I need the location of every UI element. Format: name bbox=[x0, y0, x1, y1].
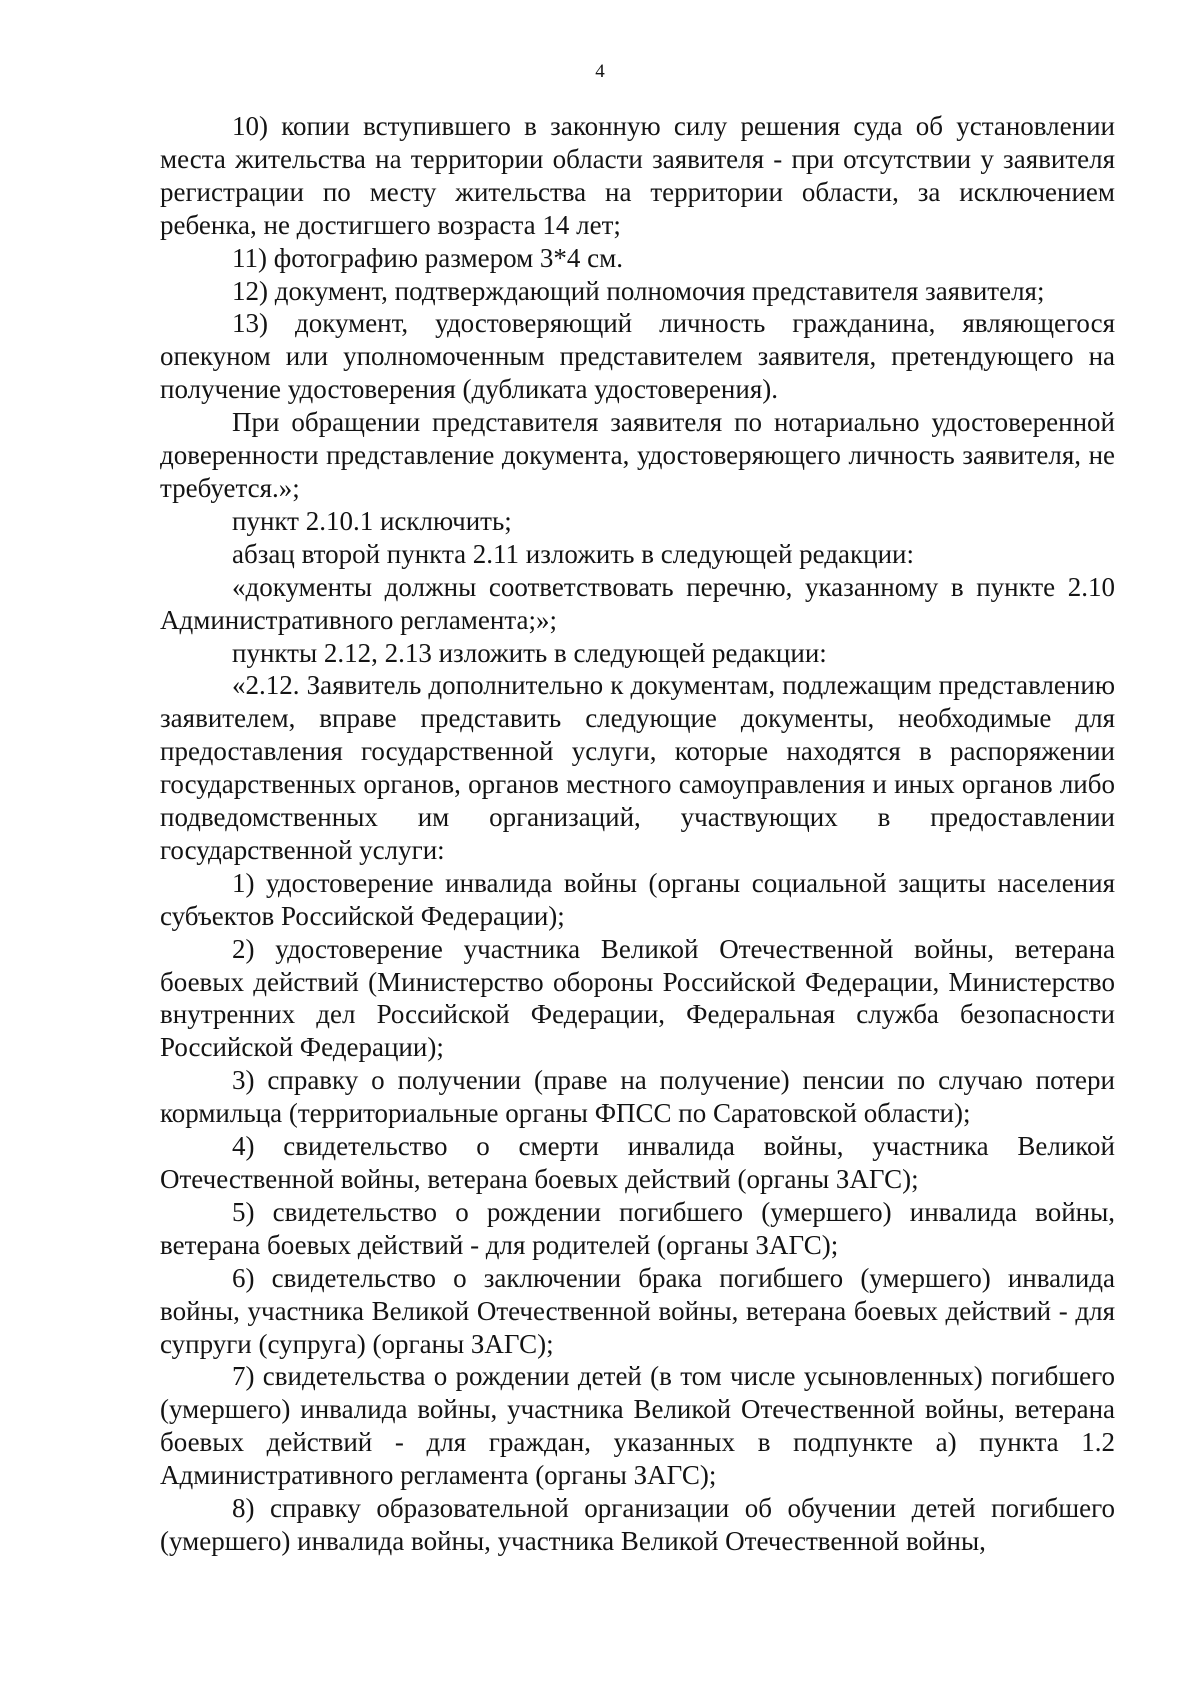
paragraph-item-11: 11) фотографию размером 3*4 см. bbox=[232, 242, 623, 273]
list-item-1: 1) удостоверение инвалида войны (органы социальной защиты населения субъектов Российской Федерации); bbox=[160, 867, 1115, 931]
paragraph-clause-2-11: абзац второй пункта 2.11 изложить в следующей редакции: bbox=[232, 538, 914, 569]
list-item-6: 6) свидетельство о заключении брака погибшего (умершего) инвалида войны, участника Великой Отечественной войны, ветерана боевых действий - для супруги (супруга) (органы ЗАГС); bbox=[160, 1262, 1115, 1359]
paragraph-item-12: 12) документ, подтверждающий полномочия представителя заявителя; bbox=[232, 275, 1045, 306]
list-item-5: 5) свидетельство о рождении погибшего (умершего) инвалида войны, ветерана боевых действий - для родителей (органы ЗАГС); bbox=[160, 1196, 1115, 1260]
list-item-7: 7) свидетельства о рождении детей (в том числе усыновленных) погибшего (умершего) инвалида войны, участника Великой Отечественной войны, ветерана боевых действий - для граждан, указанных в подпункте а) пункта 1.2 Административного регламента (органы ЗАГС); bbox=[160, 1361, 1115, 1491]
paragraph-clause-2-10-1: пункт 2.10.1 исключить; bbox=[232, 505, 512, 536]
paragraph-representative: При обращении представителя заявителя по нотариально удостоверенной доверенности представление документа, удостоверяющего личность заявителя, не требуется.»; bbox=[160, 407, 1115, 503]
page-number: 4 bbox=[595, 61, 605, 82]
paragraph-item-13: 13) документ, удостоверяющий личность гражданина, являющегося опекуном или уполномоченным представителем заявителя, претендующего на получение удостоверения (дубликата удостоверения). bbox=[160, 308, 1115, 405]
list-item-3: 3) справку о получении (праве на получение) пенсии по случаю потери кормильца (территориальные органы ФПСС по Саратовской области); bbox=[160, 1065, 1115, 1129]
paragraph-clause-2-11-text: «документы должны соответствовать перечню, указанному в пункте 2.10 Административного регламента;»; bbox=[160, 571, 1115, 635]
list-item-2: 2) удостоверение участника Великой Отечественной войны, ветерана боевых действий (Министерство обороны Российской Федерации, Министерство внутренних дел Российской Федерации, Федеральная служба безопасности Российской Федерации); bbox=[160, 933, 1115, 1063]
document-body bbox=[160, 110, 1115, 1558]
list-item-8: 8) справку образовательной организации об обучении детей погибшего (умершего) инвалида войны, участника Великой Отечественной войны, bbox=[160, 1493, 1115, 1556]
paragraph-item-10: 10) копии вступившего в законную силу решения суда об установлении места жительства на территории области заявителя - при отсутствии у заявителя регистрации по месту жительства на территории области, за исключением ребенка, не достигшего возраста 14 лет; bbox=[160, 111, 1115, 240]
list-item-4: 4) свидетельство о смерти инвалида войны, участника Великой Отечественной войны, ветерана боевых действий (органы ЗАГС); bbox=[160, 1131, 1115, 1194]
paragraph-clause-2-12: «2.12. Заявитель дополнительно к документам, подлежащим представлению заявителем, вправе представить следующие документы, необходимые для предоставления государственной услуги, которые находятся в распоряжении государственных органов, органов местного самоуправления и иных органов либо подведомственных им организаций, участвующих в предоставлении государственной услуги: bbox=[160, 670, 1115, 865]
paragraph-clauses-2-12-2-13: пункты 2.12, 2.13 изложить в следующей редакции: bbox=[232, 637, 827, 668]
